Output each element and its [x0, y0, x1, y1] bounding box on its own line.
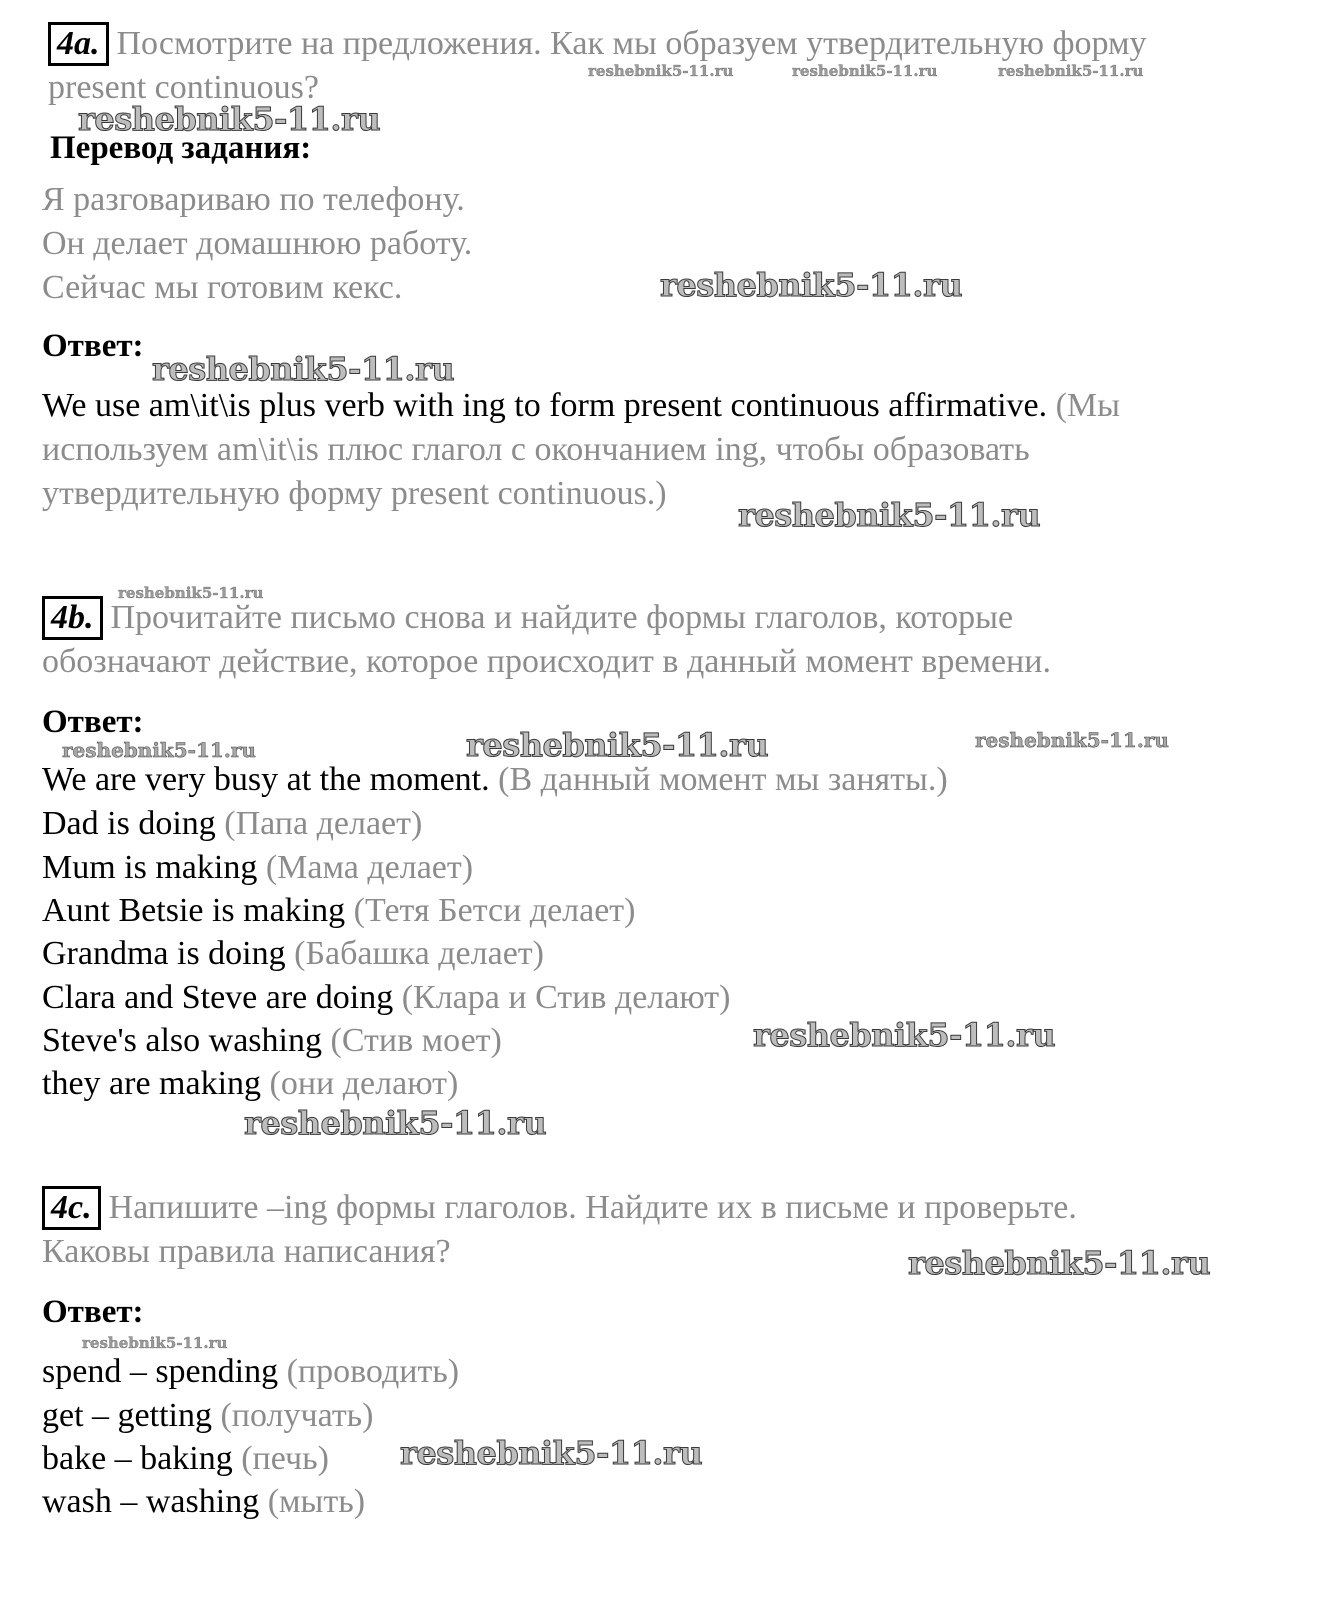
answer-4a-russian-start: (Мы: [1055, 387, 1121, 424]
task-4b-question-line1: Прочитайте письмо снова и найдите формы глаголов, которые: [110, 599, 1014, 636]
list-item: [42, 1062, 458, 1106]
item-russian: (Папа делает): [224, 805, 423, 842]
item-russian: (Мама делает): [265, 849, 474, 886]
task-4c-label: 4c.: [42, 1186, 101, 1230]
answer-4a-english: We use am\it\is plus verb with ing to form present continuous affirmative.: [42, 387, 1048, 424]
watermark: reshebnik5-11.ru: [400, 1434, 703, 1472]
item-english: get – getting: [42, 1397, 212, 1434]
answer-4a-russian-line2: используем am\it\is плюс глагол с окончанием ing, чтобы образовать: [42, 431, 1030, 468]
item-russian: (Бабашка делает): [294, 935, 544, 972]
item-english: Steve's also washing: [42, 1022, 322, 1059]
task-4a-question-line1: Посмотрите на предложения. Как мы образуем утвердительную форму: [116, 25, 1147, 62]
item-english: wash – washing: [42, 1483, 260, 1520]
item-russian: (Тетя Бетси делает): [353, 892, 636, 929]
item-russian: (печь): [241, 1440, 329, 1477]
item-english: they are making: [42, 1065, 262, 1102]
list-item: [42, 1350, 459, 1394]
answer-heading: Ответ:: [42, 704, 144, 740]
task-4c-question: [42, 1186, 1077, 1230]
watermark: reshebnik5-11.ru: [660, 266, 963, 304]
watermark: reshebnik5-11.ru: [753, 1016, 1056, 1054]
item-russian: (В данный момент мы заняты.): [498, 761, 948, 798]
list-item: [42, 802, 422, 846]
item-english: Clara and Steve are doing: [42, 979, 394, 1016]
item-english: Mum is making: [42, 849, 258, 886]
watermark: reshebnik5-11.ru: [466, 726, 769, 764]
translation-heading: Перевод задания:: [50, 130, 312, 166]
item-russian: (проводить): [286, 1353, 460, 1390]
list-item: [42, 1019, 502, 1063]
item-english: spend – spending: [42, 1353, 279, 1390]
list-item: [42, 976, 730, 1020]
list-item: [42, 932, 544, 976]
answer-4a-line1: [42, 384, 1120, 428]
list-item: [42, 758, 948, 802]
watermark: reshebnik5-11.ru: [792, 62, 938, 80]
translation-line: Я разговариваю по телефону.: [42, 181, 465, 218]
answer-heading: Ответ:: [42, 1294, 144, 1330]
answer-4a-russian-line3: утвердительную форму present continuous.): [42, 475, 667, 512]
translation-line: Сейчас мы готовим кекс.: [42, 269, 403, 306]
item-russian: (получать): [220, 1397, 374, 1434]
watermark: reshebnik5-11.ru: [118, 584, 264, 602]
item-russian: (Клара и Стив делают): [401, 979, 731, 1016]
watermark: reshebnik5-11.ru: [62, 738, 256, 762]
item-russian: (они делают): [269, 1065, 459, 1102]
item-english: We are very busy at the moment.: [42, 761, 490, 798]
watermark: reshebnik5-11.ru: [152, 350, 455, 388]
task-4b-question: [42, 596, 1013, 640]
item-english: Dad is doing: [42, 805, 216, 842]
item-english: bake – baking: [42, 1440, 233, 1477]
item-english: Aunt Betsie is making: [42, 892, 346, 929]
watermark: reshebnik5-11.ru: [78, 100, 381, 138]
task-4c-question-line1: Напишите –ing формы глаголов. Найдите их в письме и проверьте.: [108, 1189, 1077, 1226]
list-item: [42, 1480, 365, 1524]
watermark: reshebnik5-11.ru: [998, 62, 1144, 80]
answer-heading: Ответ:: [42, 328, 144, 364]
item-english: Grandma is doing: [42, 935, 286, 972]
list-item: [42, 889, 635, 933]
watermark: reshebnik5-11.ru: [908, 1244, 1211, 1282]
watermark: reshebnik5-11.ru: [588, 62, 734, 80]
list-item: [42, 1394, 374, 1438]
task-4c-question-line2: Каковы правила написания?: [42, 1233, 451, 1270]
task-4a-question: [48, 22, 1147, 66]
list-item: [42, 846, 473, 890]
watermark: reshebnik5-11.ru: [82, 1334, 228, 1352]
task-4b-label: 4b.: [42, 596, 103, 640]
item-russian: (Стив моет): [330, 1022, 502, 1059]
task-4a-label: 4a.: [48, 22, 109, 66]
item-russian: (мыть): [267, 1483, 366, 1520]
watermark: reshebnik5-11.ru: [244, 1104, 547, 1142]
translation-line: Он делает домашнюю работу.: [42, 225, 473, 262]
watermark: reshebnik5-11.ru: [738, 496, 1041, 534]
task-4a-question-line2: present continuous?: [48, 69, 319, 106]
list-item: [42, 1437, 329, 1481]
task-4b-question-line2: обозначают действие, которое происходит в данный момент времени.: [42, 643, 1051, 680]
watermark: reshebnik5-11.ru: [975, 728, 1169, 752]
